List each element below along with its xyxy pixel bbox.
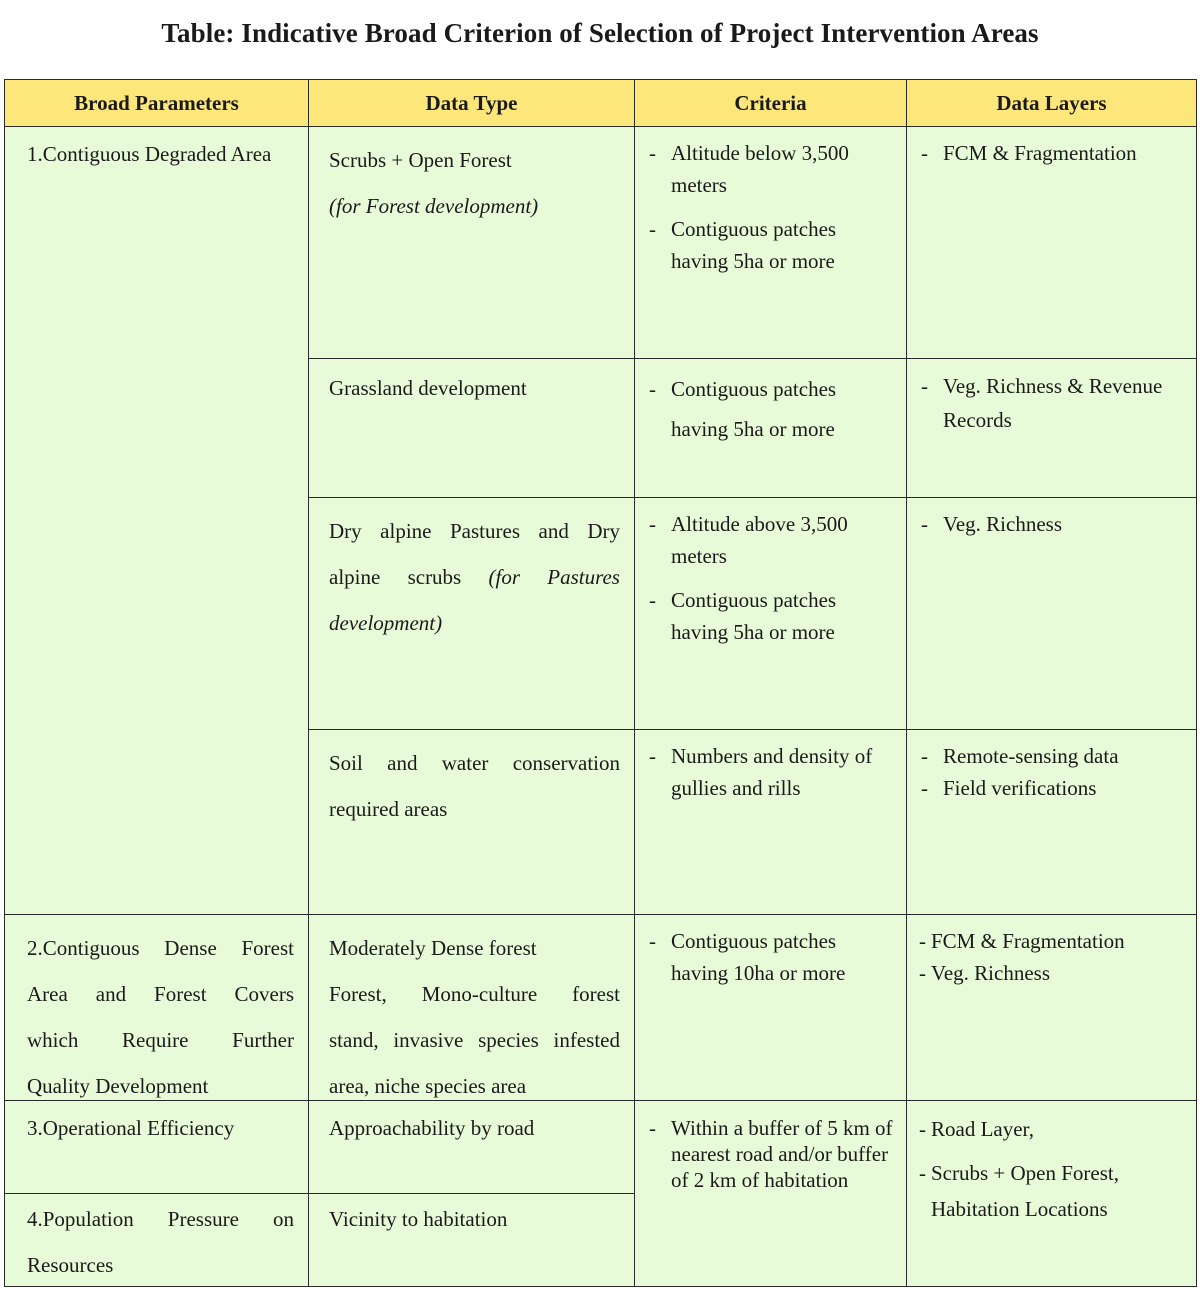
row34-layers	[906, 1100, 1197, 1287]
row1-sub4-criteria	[634, 729, 907, 915]
row2-data-type-line1: Moderately Dense forest	[329, 936, 537, 960]
row1-sub4-data-type-line1: Soil and water conservation	[329, 751, 620, 775]
list-item: - Numbers and density of gullies and rills	[649, 744, 873, 800]
row1-parameter-text: 1.Contiguous Degraded Area	[27, 142, 272, 166]
row2-data-type-line4: area, niche species area	[329, 1074, 527, 1098]
row2-parameter-line1: 2.Contiguous Dense Forest	[27, 936, 294, 960]
row1-sub4-data-type-line2: required areas	[329, 797, 448, 821]
row1-parameter	[4, 126, 309, 915]
row2-parameter-line4: Quality Development	[27, 1074, 209, 1098]
header-data-type: Data Type	[308, 79, 635, 127]
row1-sub2-data-type	[308, 358, 635, 498]
list-item: - Remote-sensing data	[921, 744, 1119, 768]
row2-data-type-line3: stand, invasive species infested	[329, 1028, 620, 1052]
row1-sub3-data-type-line1: Dry alpine Pastures and Dry	[329, 519, 620, 543]
header-criteria: Criteria	[634, 79, 907, 127]
row3-parameter-text: 3.Operational Efficiency	[27, 1116, 235, 1140]
row1-sub1-criteria	[634, 126, 907, 359]
list-item: - Contiguous patches having 5ha or more	[649, 588, 837, 644]
list-item: - Scrubs + Open Forest, Habitation Locations	[919, 1161, 1119, 1221]
header-broad-parameters: Broad Parameters	[4, 79, 309, 127]
row4-parameter	[4, 1193, 309, 1287]
row1-sub2-layers	[906, 358, 1197, 498]
table-title: Table: Indicative Broad Criterion of Selection of Project Intervention Areas	[161, 18, 1039, 48]
row34-criteria	[634, 1100, 907, 1287]
row1-sub3-layers	[906, 497, 1197, 730]
row2-parameter	[4, 914, 309, 1101]
row1-sub1-data-type	[308, 126, 635, 359]
row1-sub3-criteria	[634, 497, 907, 730]
list-item: - Veg. Richness	[921, 512, 1062, 536]
row3-data-type	[308, 1100, 635, 1194]
list-item: - Road Layer,	[919, 1117, 1034, 1141]
row3-parameter	[4, 1100, 309, 1194]
row1-sub3-data-type	[308, 497, 635, 730]
list-item: - Within a buffer of 5 km of nearest road and/or buffer of 2 km of habitation	[649, 1116, 893, 1192]
row4-parameter-line1: 4.Population Pressure on	[27, 1207, 294, 1231]
list-item: - Altitude above 3,500 meters	[649, 512, 848, 568]
row3-data-type-text: Approachability by road	[329, 1116, 535, 1140]
row2-parameter-line3: which Require Further	[27, 1028, 294, 1052]
row2-criteria	[634, 914, 907, 1101]
list-item: - Contiguous patches having 5ha or more	[649, 217, 837, 273]
row2-data-type	[308, 914, 635, 1101]
list-item: - Veg. Richness	[919, 961, 1050, 985]
row1-sub1-data-type-note: (for Forest development)	[329, 194, 539, 218]
row1-sub3-data-type-line3: development)	[329, 611, 443, 635]
row1-sub1-layers	[906, 126, 1197, 359]
row4-data-type-text: Vicinity to habitation	[329, 1207, 508, 1231]
row2-layers	[906, 914, 1197, 1101]
row1-sub2-data-type-text: Grassland development	[329, 376, 527, 400]
list-item: - FCM & Fragmentation	[919, 929, 1125, 953]
row4-data-type	[308, 1193, 635, 1287]
row2-parameter-line2: Area and Forest Covers	[27, 982, 294, 1006]
row1-sub1-data-type-text: Scrubs + Open Forest	[329, 148, 512, 172]
row1-sub4-layers	[906, 729, 1197, 915]
list-item: - Contiguous patches having 5ha or more	[649, 377, 837, 441]
row2-data-type-line2: Forest, Mono-culture forest	[329, 982, 620, 1006]
header-data-layers: Data Layers	[906, 79, 1197, 127]
list-item: - Altitude below 3,500 meters	[649, 141, 849, 197]
list-item: - Field verifications	[921, 776, 1097, 800]
row4-parameter-line2: Resources	[27, 1253, 114, 1277]
row1-sub2-criteria	[634, 358, 907, 498]
row1-sub3-data-type-line2: alpine scrubs (for Pastures	[329, 565, 620, 589]
list-item: - Veg. Richness & Revenue Records	[921, 374, 1163, 432]
list-item: - FCM & Fragmentation	[921, 141, 1137, 165]
list-item: - Contiguous patches having 10ha or more	[649, 929, 846, 985]
row1-sub4-data-type	[308, 729, 635, 915]
